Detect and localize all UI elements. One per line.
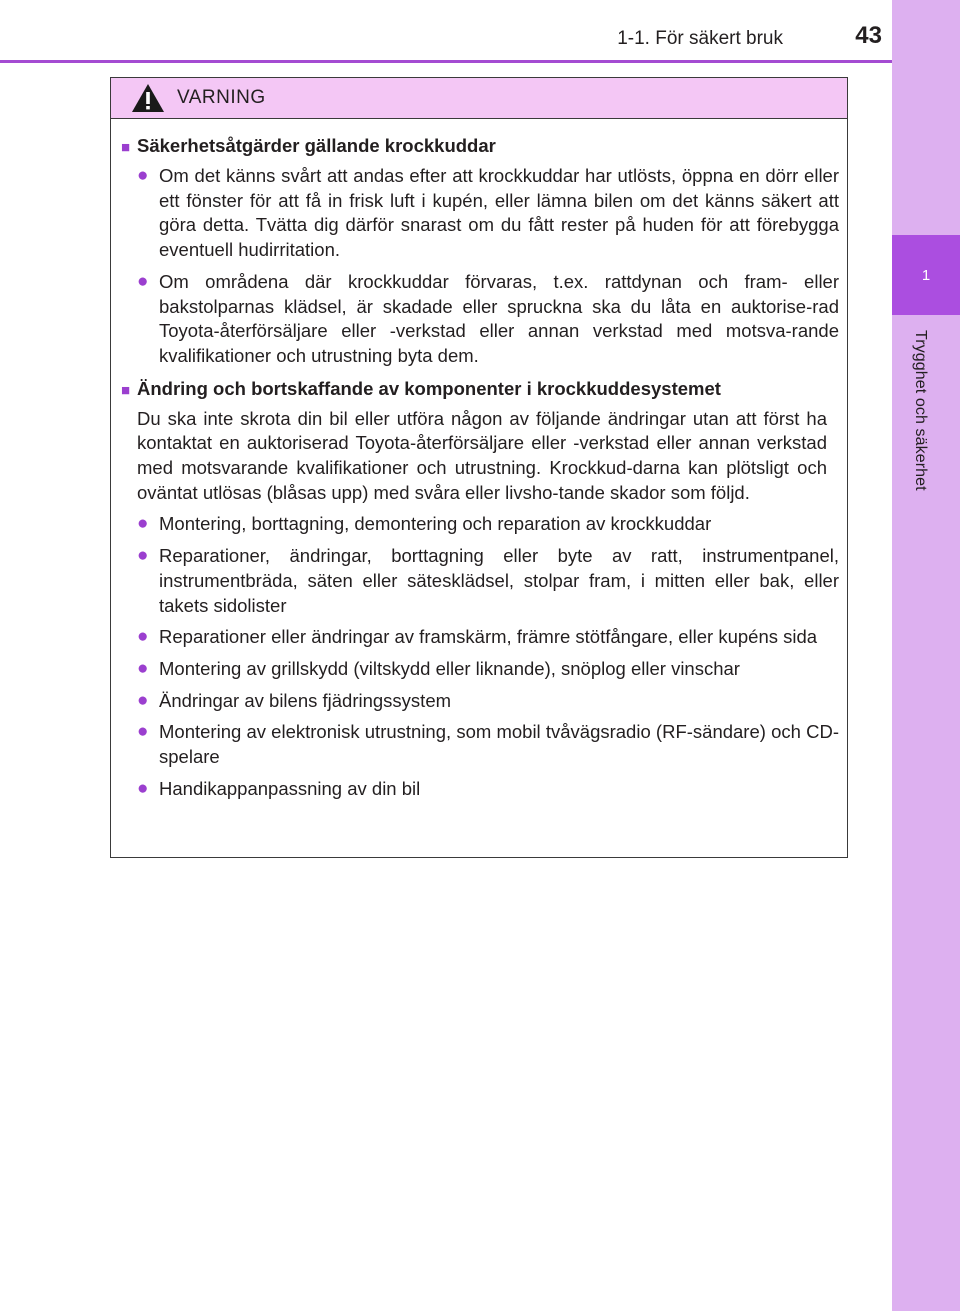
header-rule	[0, 60, 892, 63]
warning-box	[110, 77, 848, 858]
chapter-title: Trygghet och säkerhet	[912, 330, 929, 491]
page-number: 43	[855, 22, 882, 49]
section-heading: ■ Säkerhetsåtgärder gällande krockkuddar	[121, 133, 839, 160]
warning-title: VARNING	[177, 87, 266, 108]
section-title: 1-1. För säkert bruk	[617, 28, 783, 49]
circle-bullet-icon: ●	[137, 513, 149, 535]
side-tab	[892, 0, 960, 1311]
section-heading: ■ Ändring och bortskaffande av komponenter i krockkuddesystemet	[121, 376, 839, 403]
chapter-number-tab[interactable]: 1	[892, 235, 960, 315]
circle-bullet-icon: ●	[137, 657, 149, 679]
list-item: ● Ändringar av bilens fjädringssystem	[121, 689, 839, 714]
square-bullet-icon: ■	[121, 139, 131, 156]
warning-triangle-icon	[131, 83, 165, 113]
list-item: ● Montering av elektronisk utrustning, som mobil tvåvägsradio (RF-sändare) och CD-spelare	[121, 720, 839, 769]
list-item: ● Handikappanpassning av din bil	[121, 777, 839, 802]
circle-bullet-icon: ●	[137, 689, 149, 711]
list-item: ● Reparationer, ändringar, borttagning eller byte av ratt, instrumentpanel, instrumentbräda, säten eller sätesklädsel, stolpar fram, i mitten eller bak, eller takets sidolister	[121, 544, 839, 618]
square-bullet-icon: ■	[121, 381, 131, 399]
list-item: ● Montering, borttagning, demontering och reparation av krockkuddar	[121, 512, 839, 537]
circle-bullet-icon: ●	[137, 545, 149, 567]
section-paragraph: Du ska inte skrota din bil eller utföra någon av följande ändringar utan att först ha kontaktat en auktoriserad Toyota-återförsäljare eller -verkstad eller annan verkstad med motsvarande kvalifikationer och utrustning. Krockkud-darna kan plötsligt och oväntat utlösas (blåsas upp) med svåra eller livsho-tande skador som följd.	[137, 407, 827, 503]
circle-bullet-icon: ●	[137, 777, 149, 799]
list-item: ● Om det känns svårt att andas efter att krockkuddar har utlösts, öppna en dörr eller ett fönster för att få in frisk luft i kupén, eller lämna bilen om det känns säkert att göra detta. Tvätta dig därför snarast om du fått rester på huden för att förebygga eventuell hudirritation.	[121, 164, 839, 263]
warning-body	[111, 119, 847, 801]
list-item: ● Reparationer eller ändringar av framskärm, främre stötfångare, eller kupéns sida	[121, 625, 839, 650]
circle-bullet-icon: ●	[137, 721, 149, 743]
warning-header	[111, 78, 847, 119]
circle-bullet-icon: ●	[137, 270, 149, 292]
list-item: ● Montering av grillskydd (viltskydd eller liknande), snöplog eller vinschar	[121, 657, 839, 682]
circle-bullet-icon: ●	[137, 626, 149, 648]
circle-bullet-icon: ●	[137, 165, 149, 186]
list-item: ● Om områdena där krockkuddar förvaras, t.ex. rattdynan och fram- eller bakstolparnas klädsel, är skadade eller spruckna ska du låta en auktorise-rad Toyota-återförsäljare eller -verkstad eller annan verkstad med motsva-rande kvalifikationer och utrustning byta dem.	[121, 270, 839, 369]
